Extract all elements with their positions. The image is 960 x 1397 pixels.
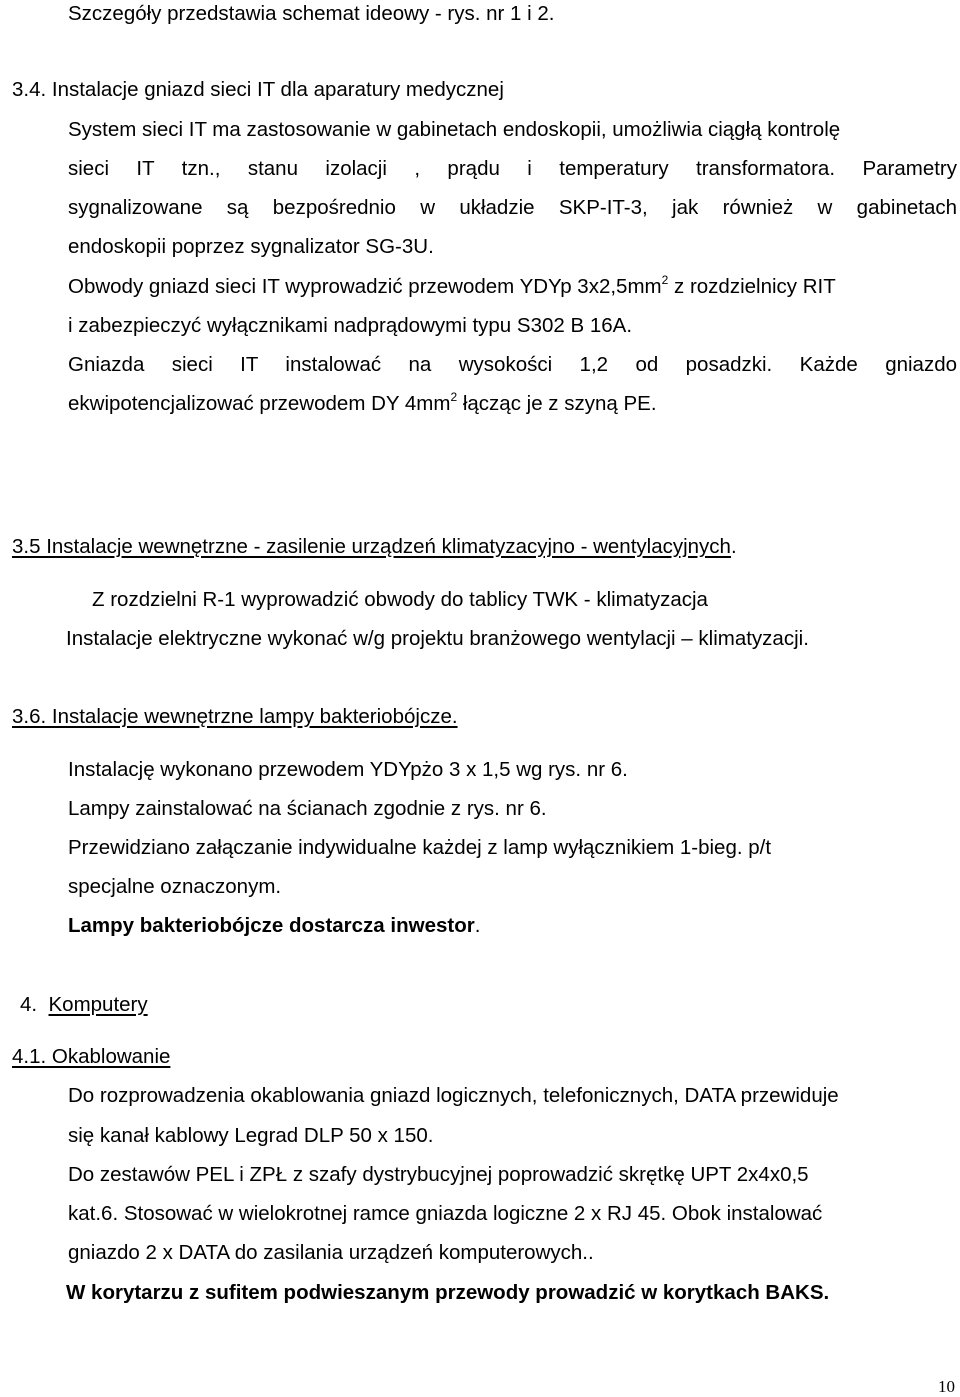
section-3-6-line-1: Instalację wykonano przewodem YDYpżo 3 x 1,5 wg rys. nr 6.: [68, 758, 628, 781]
section-3-4-line-2: sieci IT tzn., stanu izolacji , prądu i temperatury transformatora. Parametry: [68, 157, 957, 180]
section-4-1-heading: 4.1. Okablowanie: [12, 1045, 171, 1068]
section-3-6-line-3: Przewidziano załączanie indywidualne każdej z lamp wyłącznikiem 1-bieg. p/t: [68, 836, 772, 859]
section-3-5-line-1: Z rozdzielni R-1 wyprowadzić obwody do tablicy TWK - klimatyzacja: [92, 588, 708, 611]
section-4-1-line-2: się kanał kablowy Legrad DLP 50 x 150.: [68, 1124, 434, 1147]
intro-line: Szczegóły przedstawia schemat ideowy - rys. nr 1 i 2.: [68, 2, 555, 25]
page-number: 10: [938, 1377, 955, 1396]
section-3-6-heading: 3.6. Instalacje wewnętrzne lampy bakteriobójcze.: [12, 705, 458, 728]
section-3-4-line-1: System sieci IT ma zastosowanie w gabinetach endoskopii, umożliwia ciągłą kontrolę: [68, 118, 841, 141]
section-3-4-line-3: sygnalizowane są bezpośrednio w układzie SKP-IT-3, jak również w gabinetach: [68, 196, 957, 219]
superscript-2: 2: [450, 390, 458, 404]
section-3-4-heading: 3.4. Instalacje gniazd sieci IT dla aparatury medycznej: [12, 78, 504, 101]
section-4-heading: 4. Komputery: [20, 993, 148, 1016]
section-3-4-line-7: Gniazda sieci IT instalować na wysokości 1,2 od posadzki. Każde gniazdo: [68, 353, 957, 376]
section-3-4-line-5: Obwody gniazd sieci IT wyprowadzić przewodem YDYp $3x2,5mm^2$ z rozdzielnicy RIT: [68, 273, 836, 298]
section-4-1-line-5: gniazdo 2 x DATA do zasilania urządzeń komputerowych..: [68, 1241, 594, 1264]
section-4-1-line-4: kat.6. Stosować w wielokrotnej ramce gniazda logiczne 2 x RJ 45. Obok instalować: [68, 1202, 823, 1225]
section-4-1-line-3: Do zestawów PEL i ZPŁ z szafy dystrybucyjnej poprowadzić skrętkę UPT 2x4x0,5: [68, 1163, 809, 1186]
section-3-4-line-4: endoskopii poprzez sygnalizator SG-3U.: [68, 235, 434, 258]
superscript-2: 2: [661, 273, 669, 287]
section-3-6-line-2: Lampy zainstalować na ścianach zgodnie z rys. nr 6.: [68, 797, 547, 820]
section-3-6-line-5: Lampy bakteriobójcze dostarcza inwestor.: [68, 914, 481, 937]
section-4-1-line-6: W korytarzu z sufitem podwieszanym przewody prowadzić w korytkach BAKS.: [66, 1281, 830, 1304]
section-3-4-line-8: ekwipotencjalizować przewodem DY $4mm^2$ łącząc je z szyną PE.: [68, 390, 657, 415]
section-3-5-heading: 3.5 Instalacje wewnętrzne - zasilenie urządzeń klimatyzacyjno - wentylacyjnych.: [12, 535, 737, 558]
section-3-6-line-4: specjalne oznaczonym.: [68, 875, 282, 898]
section-3-4-line-6: i zabezpieczyć wyłącznikami nadprądowymi typu S302 B 16A.: [68, 314, 633, 337]
section-3-5-line-2: Instalacje elektryczne wykonać w/g projektu branżowego wentylacji – klimatyzacji.: [66, 627, 809, 650]
section-4-1-line-1: Do rozprowadzenia okablowania gniazd logicznych, telefonicznych, DATA przewiduje: [68, 1084, 839, 1107]
